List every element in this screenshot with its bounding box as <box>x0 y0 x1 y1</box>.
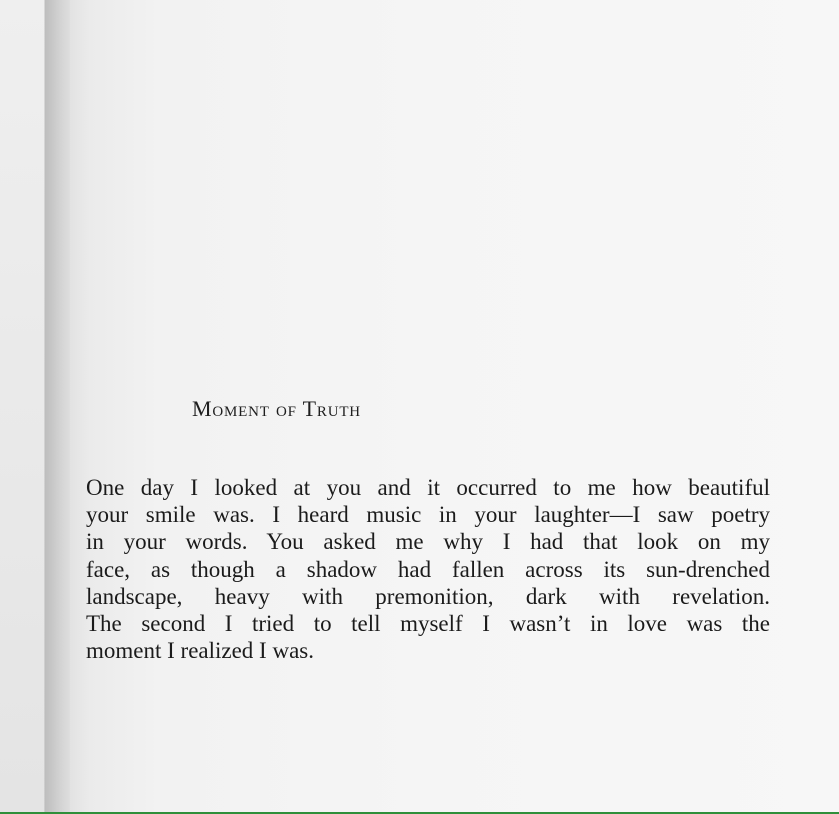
page-fold-shadow <box>44 0 70 814</box>
poem-line: your smile was. I heard music in your laughter—I saw poetry <box>86 502 770 528</box>
poem-line: in your words. You asked me why I had that look on my <box>86 529 770 555</box>
poem-line: landscape, heavy with premonition, dark with revelation. <box>86 583 770 609</box>
poem-title: Moment of Truth <box>192 396 361 421</box>
poem-line: face, as though a shadow had fallen across its sun-drenched <box>86 556 770 582</box>
poem-line: One day I looked at you and it occurred to me how beautiful <box>86 475 770 500</box>
poem-line: The second I tried to tell myself I wasn’t in love was the <box>86 611 770 637</box>
poem-line: moment I realized I was. <box>86 638 314 664</box>
page-edge-strip <box>0 0 45 814</box>
poem-paragraph <box>86 474 770 664</box>
